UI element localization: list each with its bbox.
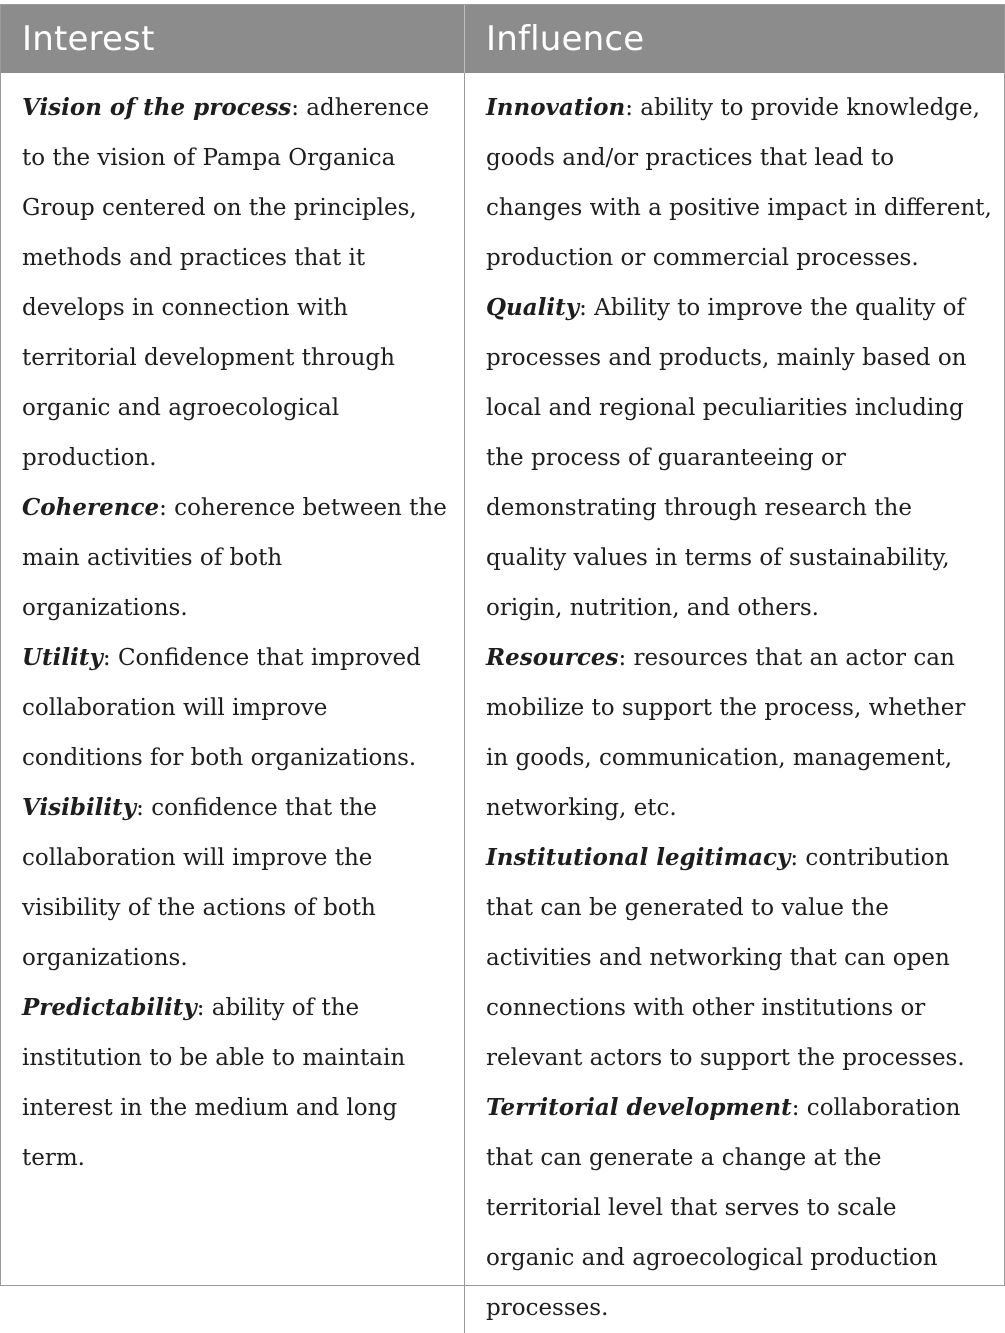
interest-item-visibility — [22, 783, 452, 983]
term-label: Vision of the process — [22, 94, 292, 121]
interest-item-utility — [22, 633, 452, 783]
interest-influence-table — [0, 4, 1005, 1321]
influence-item-resources — [486, 633, 992, 833]
term-description: : ability to provide knowledge, goods and/or practices that lead to changes with a positive impact in different, production or commercial processes. — [486, 95, 992, 271]
influence-item-innovation — [486, 83, 992, 283]
term-label: Visibility — [22, 794, 137, 821]
interest-item-predictability — [22, 983, 452, 1183]
term-label: Quality — [486, 294, 580, 321]
term-description: : ability of the institution to be able to maintain interest in the medium and long term. — [22, 995, 406, 1171]
term-description: : confidence that the collaboration will improve the visibility of the actions of both organizations. — [22, 795, 378, 971]
header-interest: Interest — [1, 5, 465, 73]
term-description: : Confidence that improved collaboration will improve conditions for both organizations. — [22, 645, 421, 771]
term-label: Coherence — [22, 494, 160, 521]
influence-item-institutional-legitimacy — [486, 833, 992, 1083]
influence-item-territorial-development — [486, 1083, 992, 1333]
term-description: : resources that an actor can mobilize to support the process, whether in goods, communication, management, networking, etc. — [486, 645, 966, 821]
term-label: Predictability — [22, 994, 197, 1021]
term-label: Institutional legitimacy — [486, 844, 791, 871]
term-label: Utility — [22, 644, 103, 671]
interest-item-coherence — [22, 483, 452, 633]
interest-column — [1, 73, 465, 1333]
term-label: Innovation — [486, 94, 626, 121]
table-body-row — [1, 73, 1004, 1333]
term-description: : contribution that can be generated to value the activities and networking that can open connections with other institutions or relevant actors to support the processes. — [486, 845, 965, 1071]
influence-item-quality — [486, 283, 992, 633]
term-label: Resources — [486, 644, 619, 671]
term-description: : Ability to improve the quality of processes and products, mainly based on local and regional peculiarities including the process of guaranteeing or demonstrating through research the quality values in terms of sustainability, origin, nutrition, and others. — [486, 295, 967, 621]
header-influence: Influence — [486, 19, 645, 59]
term-description: : adherence to the vision of Pampa Organica Group centered on the principles, methods and practices that it develops in connection with territorial development through organic and agroecological production. — [22, 95, 430, 471]
term-label: Territorial development — [486, 1094, 792, 1121]
influence-column — [465, 73, 1004, 1333]
term-description: : coherence between the main activities of both organizations. — [22, 495, 447, 621]
table-header-row — [1, 5, 1004, 73]
interest-item-vision — [22, 83, 452, 483]
term-description: : collaboration that can generate a change at the territorial level that serves to scale organic and agroecological production processes. — [486, 1095, 961, 1321]
